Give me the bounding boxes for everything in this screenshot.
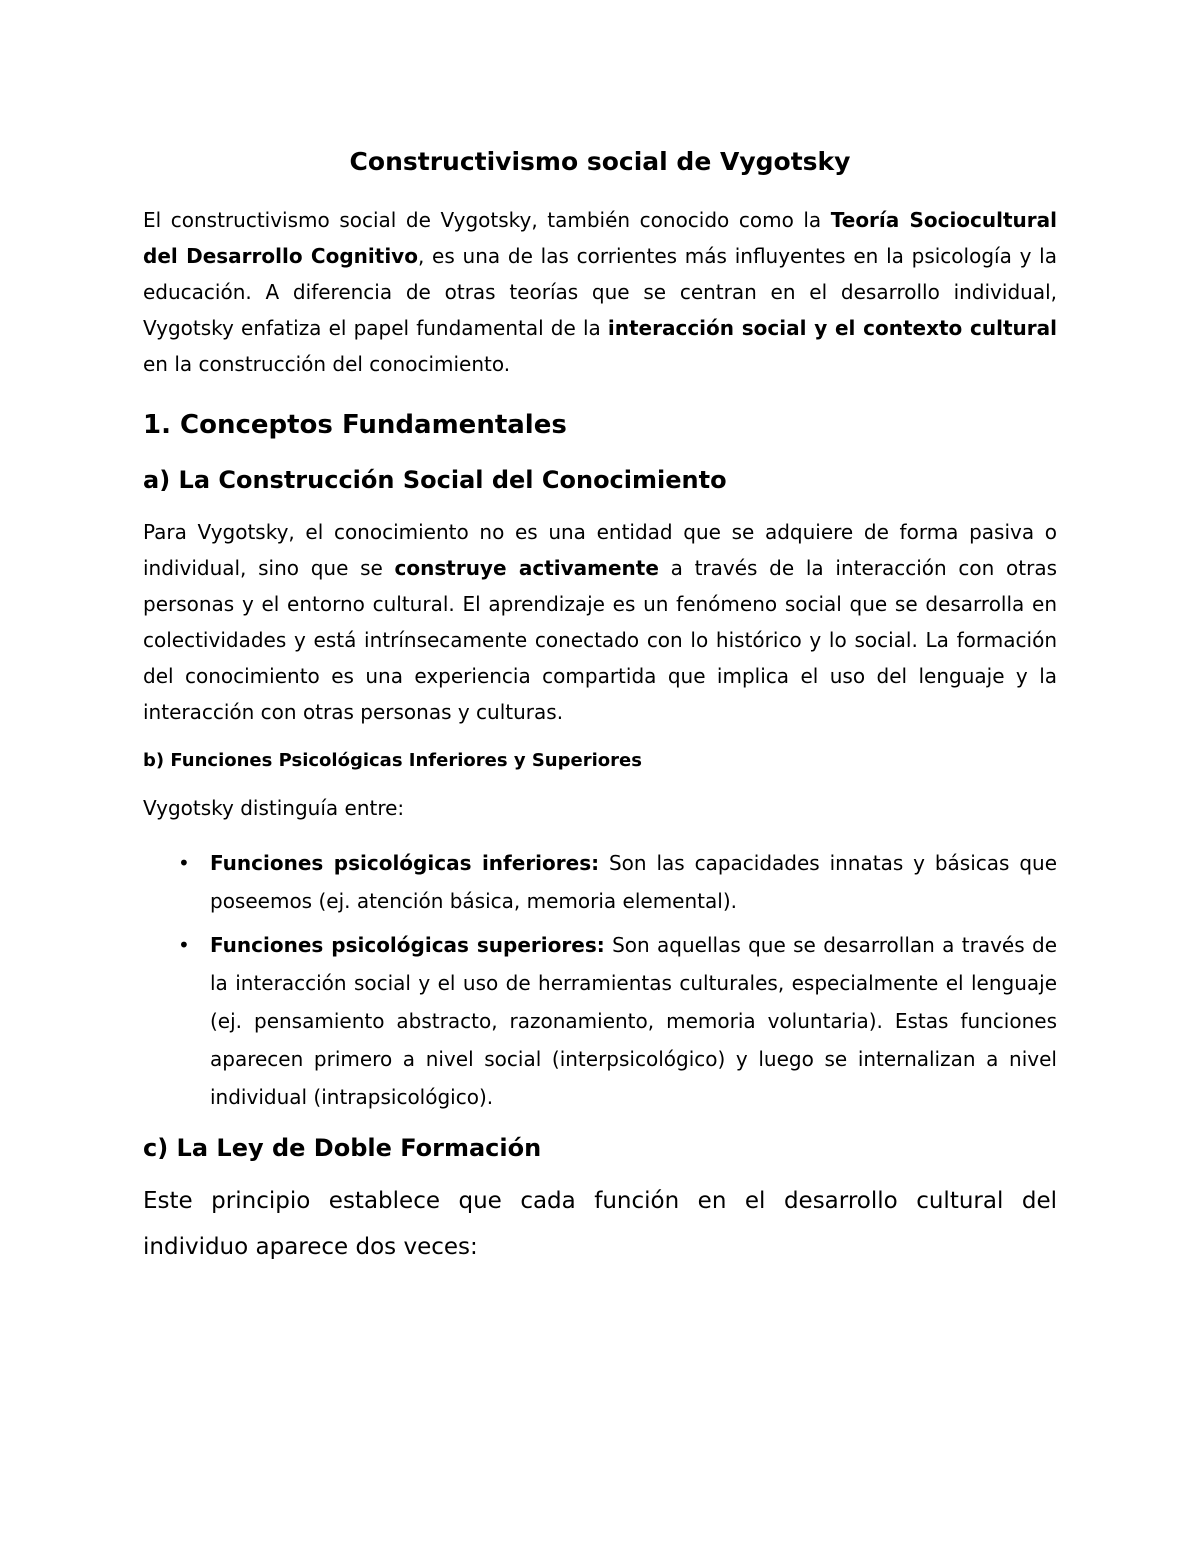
bullet-lead-superiores: Funciones psicológicas superiores: [210, 933, 605, 957]
paragraph-vygotsky-distinguia: Vygotsky distinguía entre: [143, 796, 405, 820]
list-item-funciones-inferiores [143, 844, 1057, 920]
intro-bold-interaction: interacción social y el contexto cultural [607, 316, 1057, 340]
intro-bold-theory: Teoría Sociocultural del Desarrollo Cognitivo [143, 208, 1058, 268]
document-title: Constructivismo social de Vygotsky [349, 147, 851, 176]
bullet-text-superiores [210, 926, 1057, 1116]
subsection-heading-a-construccion-social: a) La Construcción Social del Conocimiento [143, 466, 727, 494]
para-a-text-pre: Para Vygotsky, el conocimiento no es una entidad que se adquiere de forma pasiva o individual, sino que se [143, 520, 1057, 580]
subsection-heading-b-funciones-psicologicas: b) Funciones Psicológicas Inferiores y Superiores [143, 750, 642, 771]
para-a-text-post: a través de la interacción con otras personas y el entorno cultural. El aprendizaje es un fenómeno social que se desarrolla en colectividades y está intrínsecamente conectado con lo histórico y lo social. La formación del conocimiento es una experiencia compartida que implica el uso del lenguaje y la interacción con otras personas y culturas. [143, 556, 1058, 724]
bullet-body-inferiores: Son las capacidades innatas y básicas que poseemos (ej. atención básica, memoria elemental). [210, 851, 1057, 913]
intro-text-mid: , es una de las corrientes más influyentes en la psicología y la educación. A diferencia de otras teorías que se centran en el desarrollo individual, Vygotsky enfatiza el papel fundamental de la [143, 244, 1057, 340]
section-heading-conceptos-fundamentales: 1. Conceptos Fundamentales [143, 410, 567, 440]
bullet-lead-inferiores: Funciones psicológicas inferiores: [210, 851, 600, 875]
paragraph-ley-doble-formacion: Este principio establece que cada función en el desarrollo cultural del individuo aparece dos veces: [143, 1188, 1057, 1260]
bullet-body-superiores: Son aquellas que se desarrollan a través de la interacción social y el uso de herramientas culturales, especialmente el lenguaje (ej. pensamiento abstracto, razonamiento, memoria voluntaria). Estas funciones aparecen primero a nivel social (interpsicológico) y luego se internalizan a nivel individual (intrapsicológico). [210, 933, 1057, 1109]
paragraph-construccion-social [143, 514, 1057, 730]
bullet-icon: • [178, 851, 190, 875]
list-item-funciones-superiores [143, 926, 1057, 1116]
subsection-heading-c-ley-doble-formacion: c) La Ley de Doble Formación [143, 1134, 542, 1162]
bullet-text-inferiores [210, 844, 1057, 920]
intro-text-pre: El constructivismo social de Vygotsky, también conocido como la [143, 208, 831, 232]
intro-paragraph [143, 202, 1057, 382]
intro-text-post: en la construcción del conocimiento. [143, 352, 511, 376]
bullet-icon: • [178, 933, 190, 957]
para-a-bold-construye-activamente: construye activamente [394, 556, 659, 580]
funciones-bullet-list [143, 844, 1057, 1116]
